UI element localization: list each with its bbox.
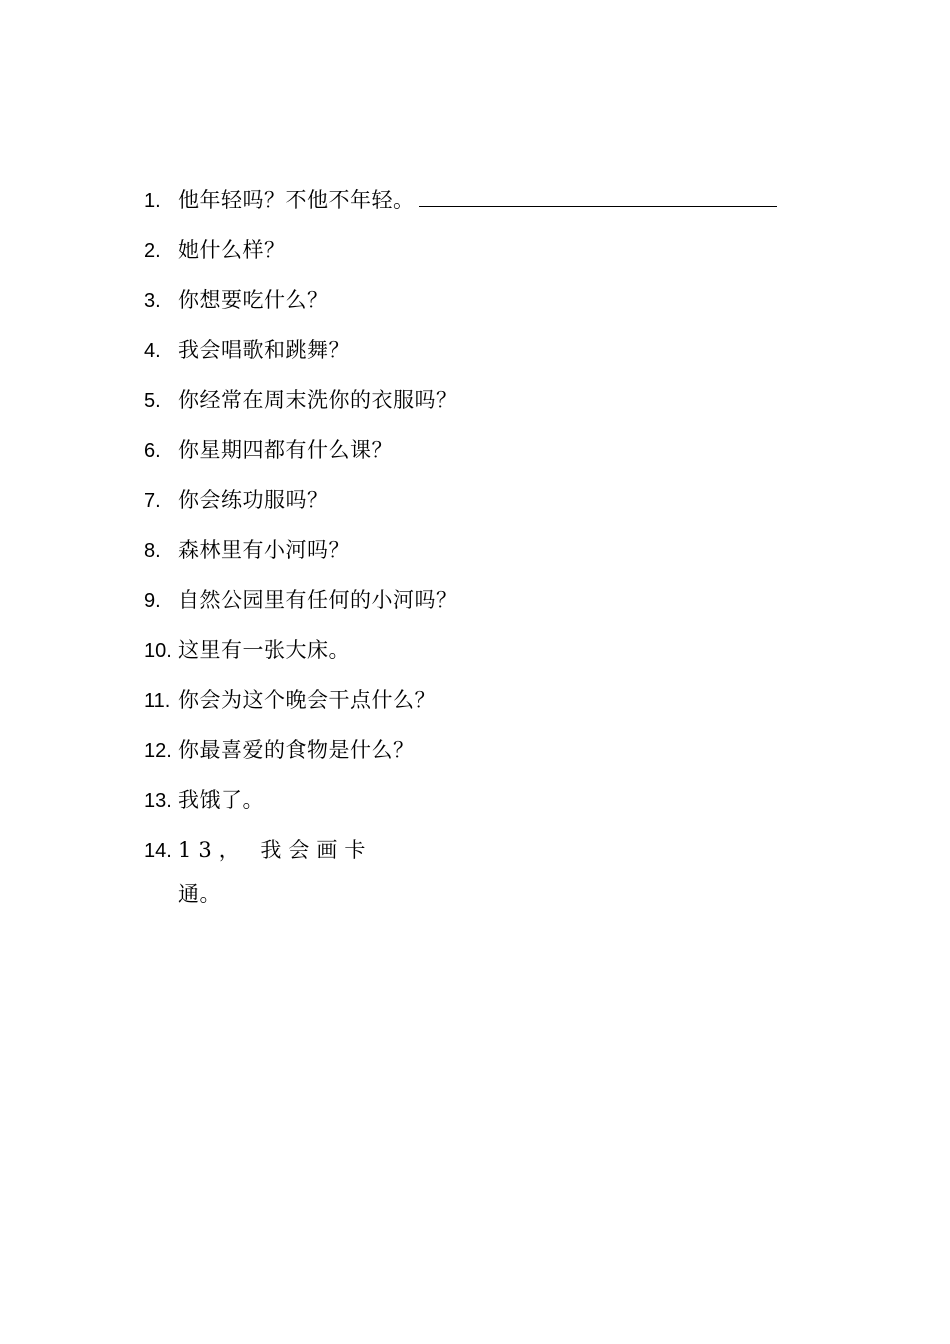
item-text: 你最喜爱的食物是什么？ [178,738,415,762]
item-number: 9. [144,590,161,612]
item-text: 这里有一张大床。 [178,638,350,662]
list-item [144,581,824,631]
item-number: 11. [144,690,171,712]
item-text: 我会唱歌和跳舞？ [178,338,350,362]
item-number: 12. [144,740,172,762]
list-item [144,481,824,531]
item-text: 森林里有小河吗？ [178,538,350,562]
list-item [144,181,824,231]
item-text-block [178,831,372,919]
item-number: 2. [144,240,161,262]
answer-blank-line [419,184,777,207]
item-number: 13. [144,790,172,812]
item-number: 10. [144,640,172,662]
list-item [144,281,824,331]
item-number: 7. [144,490,161,512]
list-item [144,731,824,781]
item-text: 她什么样？ [178,238,286,262]
item-number: 4. [144,340,161,362]
list-item [144,331,824,381]
list-item [144,231,824,281]
item-text: 你经常在周末洗你的衣服吗？ [178,388,458,412]
item-text: 你星期四都有什么课？ [178,438,393,462]
list-item [144,831,824,919]
item-text: 你会为这个晚会干点什么？ [178,688,436,712]
list-item [144,531,824,581]
item-number: 6. [144,440,161,462]
item-number: 5. [144,390,161,412]
item-text: 自然公园里有任何的小河吗？ [178,588,458,612]
item-number: 3. [144,290,161,312]
question-list [144,181,824,919]
item-text: 他年轻吗？不他不年轻。 [178,188,415,212]
item-number: 8. [144,540,161,562]
item-text: 你想要吃什么？ [178,288,329,312]
item-number: 1. [144,190,161,212]
list-item [144,431,824,481]
item-text-continuation: 通。 [178,882,221,906]
list-item [144,631,824,681]
list-item [144,381,824,431]
item-text: 我饿了。 [178,788,264,812]
item-text: 13， 我会画卡 [178,838,373,862]
item-text: 你会练功服吗？ [178,488,329,512]
list-item [144,681,824,731]
item-number: 14. [144,840,172,862]
list-item [144,781,824,831]
